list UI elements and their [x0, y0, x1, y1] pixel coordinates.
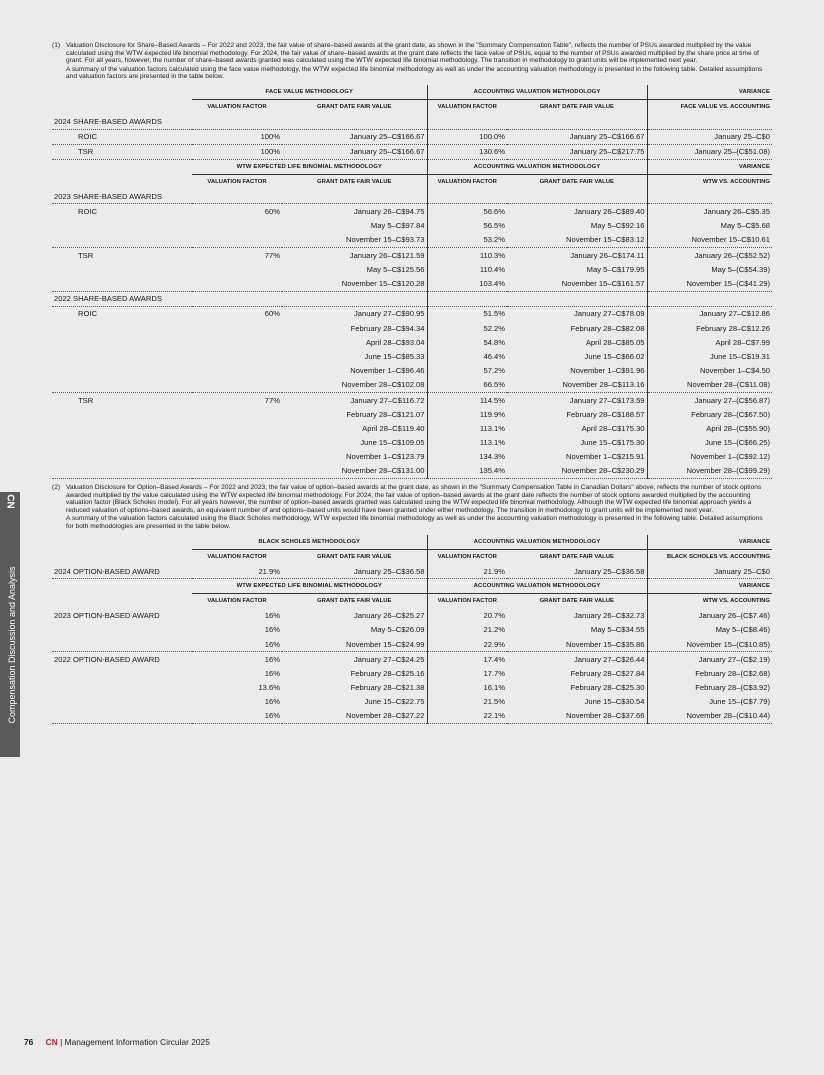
row-label [52, 666, 192, 680]
variance-value: June 15–(C$7.79) [709, 697, 771, 707]
grant-date-value: November 1–C$96.46 [282, 364, 427, 378]
variance-value: November 28–(C$99.29) [647, 464, 772, 479]
variance-value: May 5–C$5.68 [720, 221, 771, 231]
valuation-factor: 77% [264, 395, 280, 405]
group-header-3: VARIANCE [647, 579, 772, 594]
accounting-grant-value: May 5–C$92.16 [507, 219, 647, 233]
row-label: ROIC [52, 129, 192, 144]
row-label [52, 695, 192, 709]
valuation-factor [192, 450, 282, 464]
row-label: TSR [78, 250, 94, 260]
variance-value: January 25–C$0 [647, 129, 772, 144]
header-spacer [52, 175, 192, 190]
valuation-factor [192, 219, 282, 233]
grant-date-value: January 26–C$121.59 [282, 248, 427, 263]
note-1-paragraph-2: A summary of the valuation factors calculated using the face value methodology, the WTW expected life binomial methodology as well as under the accounting valuation methodology is presented in the following table. Detailed assumptions and valuation factors are presented in the table below. [66, 65, 763, 81]
grant-date-value: February 28–C$25.16 [282, 666, 427, 680]
table-row [52, 450, 772, 464]
sub-header-variance: WTW VS. ACCOUNTING [702, 598, 771, 605]
sub-header-valuation-factor: VALUATION FACTOR [207, 553, 267, 560]
accounting-grant-value: November 15–C$161.57 [507, 276, 647, 291]
table-row [52, 262, 772, 276]
valuation-factor: 60% [264, 207, 280, 217]
grant-date-value: January 25–C$166.67 [282, 144, 427, 159]
accounting-factor: 21.2% [483, 625, 506, 635]
footer-title: Management Information Circular 2025 [64, 1037, 210, 1047]
variance-value: January 27–(C$56.87) [694, 395, 771, 405]
group-header-3: VARIANCE [647, 159, 772, 174]
variance-value: May 5–(C$54.39) [711, 264, 771, 274]
note-1 [52, 42, 772, 82]
accounting-grant-value: November 15–C$35.86 [507, 637, 647, 652]
variance-value: February 28–C$12.26 [696, 323, 771, 333]
row-label [52, 335, 192, 349]
section-row [52, 189, 772, 204]
header-spacer [52, 159, 192, 174]
valuation-factor [192, 464, 282, 479]
group-header-1: WTW EXPECTED LIFE BINOMIAL METHODOLOGY [192, 159, 427, 174]
table-row [52, 129, 772, 144]
header-spacer [52, 594, 192, 609]
sub-header-valuation-factor: VALUATION FACTOR [207, 104, 267, 111]
group-header-2: ACCOUNTING VALUATION METHODOLOGY [427, 535, 647, 550]
accounting-grant-value: January 25–C$36.58 [507, 564, 647, 579]
grant-date-value: June 15–C$85.33 [282, 349, 427, 363]
table-row [52, 219, 772, 233]
section-cell [192, 291, 282, 306]
row-label [52, 450, 192, 464]
accounting-factor: 17.4% [483, 654, 506, 664]
section-cell [282, 114, 427, 129]
accounting-grant-value: January 25–C$166.67 [507, 129, 647, 144]
grant-date-value: November 15–C$93.73 [282, 233, 427, 248]
table-row [52, 666, 772, 680]
row-label [52, 321, 192, 335]
sub-header-row [52, 549, 772, 564]
valuation-factor: 16% [264, 625, 280, 635]
grant-date-value: January 26–C$94.75 [282, 204, 427, 219]
accounting-factor: 66.5% [427, 378, 507, 393]
group-header-1: WTW EXPECTED LIFE BINOMIAL METHODOLOGY [192, 579, 427, 594]
accounting-grant-value: February 28–C$188.57 [507, 407, 647, 421]
accounting-grant-value: January 26–C$89.40 [507, 204, 647, 219]
variance-value: January 26–C$5.35 [703, 207, 771, 217]
section-cell [192, 189, 282, 204]
sub-header-row [52, 100, 772, 115]
valuation-factor: 16% [264, 697, 280, 707]
variance-value: November 15–(C$41.29) [647, 276, 772, 291]
table-row [52, 378, 772, 393]
sub-header-accounting-factor: VALUATION FACTOR [437, 553, 497, 560]
grant-date-value: November 15–C$120.28 [282, 276, 427, 291]
grant-date-value: April 28–C$93.04 [282, 335, 427, 349]
variance-value: November 28–(C$11.08) [647, 378, 772, 393]
accounting-factor: 54.8% [483, 337, 506, 347]
section-cell [427, 114, 507, 129]
table-row [52, 392, 772, 407]
accounting-factor: 16.1% [483, 683, 506, 693]
accounting-factor: 17.7% [483, 668, 506, 678]
accounting-grant-value: April 28–C$85.05 [507, 335, 647, 349]
section-cell [192, 114, 282, 129]
note-2 [52, 484, 772, 532]
grant-date-value: June 15–C$109.05 [282, 435, 427, 449]
table-row [52, 637, 772, 652]
sub-header-variance: FACE VALUE VS. ACCOUNTING [680, 103, 771, 110]
section-cell [647, 114, 772, 129]
accounting-factor: 110.3% [479, 250, 506, 260]
table-row [52, 564, 772, 579]
table-row [52, 464, 772, 479]
valuation-factor: 100% [192, 129, 282, 144]
variance-value: February 28–(C$2.68) [695, 668, 771, 678]
group-header-1: FACE VALUE METHODOLOGY [192, 85, 427, 100]
sub-header-accounting-grant: GRANT DATE FAIR VALUE [507, 549, 647, 564]
table-row [52, 144, 772, 159]
sub-header-grant-date: GRANT DATE FAIR VALUE [282, 100, 427, 115]
variance-value: January 27–(C$2.19) [698, 654, 771, 664]
accounting-factor: 119.9% [479, 409, 506, 419]
sub-header-accounting-grant: GRANT DATE FAIR VALUE [507, 175, 647, 190]
variance-value: January 26–(C$52.52) [694, 250, 771, 260]
table-row [52, 695, 772, 709]
table-row [52, 709, 772, 724]
row-label: TSR [78, 395, 94, 405]
grant-date-value: June 15–C$22.75 [282, 695, 427, 709]
sub-header-row [52, 175, 772, 190]
section-title: 2023 SHARE-BASED AWARDS [52, 189, 192, 204]
grant-date-value: January 27–C$116.72 [282, 392, 427, 407]
group-header-1: BLACK SCHOLES METHODOLOGY [192, 535, 427, 550]
table-row [52, 306, 772, 321]
table-row [52, 609, 772, 623]
grant-date-value: February 28–C$94.34 [282, 321, 427, 335]
sub-header-row [52, 594, 772, 609]
variance-value: April 28–(C$55.90) [706, 423, 771, 433]
table-row [52, 233, 772, 248]
grant-date-value: February 28–C$21.38 [282, 680, 427, 694]
accounting-factor: 57.2% [483, 366, 506, 376]
valuation-factor: 77% [264, 250, 280, 260]
valuation-factor [192, 407, 282, 421]
group-header-row [52, 579, 772, 594]
row-label: 2023 OPTION-BASED AWARD [54, 611, 160, 621]
section-title: 2022 SHARE-BASED AWARDS [52, 291, 192, 306]
accounting-grant-value: November 1–C$91.96 [507, 364, 647, 378]
row-label [52, 407, 192, 421]
note-2-paragraph-2: A summary of the valuation factors calculated using the Black Scholes methodology, WTW expected life binomial methodology as well as under the accounting valuation methodology is presented in the following table. Detailed assumptions for both methodologies are presented in the table below. [66, 515, 763, 530]
accounting-factor: 56.5% [483, 221, 506, 231]
section-cell [507, 291, 647, 306]
footer-separator: | [60, 1037, 63, 1047]
variance-value: June 15–C$19.31 [710, 351, 771, 361]
group-header-row [52, 535, 772, 550]
section-cell [282, 291, 427, 306]
valuation-factor: 13.6% [258, 683, 280, 693]
valuation-factor: 16% [264, 668, 280, 678]
section-title: 2024 SHARE-BASED AWARDS [52, 114, 192, 129]
accounting-factor: 46.4% [483, 351, 506, 361]
variance-value: January 27–C$12.86 [699, 309, 771, 319]
table-row [52, 652, 772, 667]
accounting-grant-value: January 26–C$32.73 [507, 609, 647, 623]
accounting-grant-value: February 28–C$27.84 [507, 666, 647, 680]
table-row [52, 248, 772, 263]
sub-header-grant-date: GRANT DATE FAIR VALUE [282, 594, 427, 609]
accounting-factor: 22.1% [427, 709, 507, 724]
row-label [52, 378, 192, 393]
grant-date-value: May 5–C$125.56 [282, 262, 427, 276]
valuation-factor: 16% [192, 637, 282, 652]
accounting-grant-value: January 26–C$174.11 [507, 248, 647, 263]
row-label: 2024 OPTION-BASED AWARD [52, 564, 192, 579]
grant-date-value: January 25–C$36.58 [282, 564, 427, 579]
valuation-factor: 16% [264, 611, 280, 621]
grant-date-value: May 5–C$26.09 [282, 623, 427, 637]
variance-value: November 15–(C$10.85) [647, 637, 772, 652]
group-header-2: ACCOUNTING VALUATION METHODOLOGY [427, 159, 647, 174]
valuation-factor: 100% [192, 144, 282, 159]
grant-date-value: May 5–C$97.84 [282, 219, 427, 233]
page-number: 76 [24, 1037, 34, 1047]
sub-header-valuation-factor: VALUATION FACTOR [207, 598, 267, 605]
sub-header-accounting-factor: VALUATION FACTOR [437, 104, 497, 111]
valuation-factor [192, 262, 282, 276]
accounting-grant-value: May 5–C$179.95 [507, 262, 647, 276]
group-header-2: ACCOUNTING VALUATION METHODOLOGY [427, 579, 647, 594]
page-footer [24, 1037, 210, 1047]
valuation-factor [192, 421, 282, 435]
table-row [52, 276, 772, 291]
variance-value: November 28–(C$10.44) [647, 709, 772, 724]
grant-date-value: February 28–C$121.07 [282, 407, 427, 421]
header-spacer [52, 535, 192, 550]
row-label [52, 435, 192, 449]
sub-header-variance: BLACK SCHOLES VS. ACCOUNTING [666, 553, 771, 560]
row-label [52, 709, 192, 724]
accounting-factor: 53.2% [427, 233, 507, 248]
accounting-grant-value: November 28–C$230.29 [507, 464, 647, 479]
table-row [52, 623, 772, 637]
row-label [52, 464, 192, 479]
section-cell [507, 189, 647, 204]
table-row [52, 680, 772, 694]
table-row [52, 349, 772, 363]
group-header-3: VARIANCE [647, 535, 772, 550]
share-awards-table [52, 85, 772, 479]
note-2-paragraph-1: Valuation Disclosure for Option–Based Awards – For 2022 and 2023, the fair value of option–based awards at the grant date, as shown in the "Summary Compensation Table in Canadian Dollars" above, reflects the number of stock options awarded multiplied by the value calculated using the WTW expected life binomial methodology. For 2024, the fair value of option–based awards at the grant date reflects the number of stock options awarded multiplied by the accounting valuation factor (Black Scholes model). For all years however, the number of option–based awards granted was calculated using the WTW expected life binomial methodology. Although the WTW expected life binomial approach yields a reduced valuation of options–based awards, an equivalent number of and options–based units would have been granted under either methodology. The transition in methodology to grant units will be implemented next year. [66, 484, 762, 514]
row-label: ROIC [78, 207, 97, 217]
variance-value: November 15–C$10.61 [647, 233, 772, 248]
accounting-factor: 114.5% [479, 395, 506, 405]
variance-value: May 5–(C$8.46) [715, 625, 771, 635]
section-cell [282, 189, 427, 204]
row-label [52, 262, 192, 276]
accounting-factor: 100.0% [427, 129, 507, 144]
sub-header-grant-date: GRANT DATE FAIR VALUE [282, 549, 427, 564]
valuation-factor [192, 435, 282, 449]
table-row [52, 435, 772, 449]
accounting-grant-value: November 1–C$215.91 [507, 450, 647, 464]
variance-value: January 26–(C$7.46) [698, 611, 771, 621]
valuation-factor [192, 364, 282, 378]
variance-value: January 25–(C$51.08) [647, 144, 772, 159]
table-row [52, 364, 772, 378]
accounting-factor: 110.4% [479, 264, 506, 274]
table-row [52, 421, 772, 435]
section-label: Compensation Discussion and Analysis [7, 566, 17, 724]
valuation-factor [192, 233, 282, 248]
grant-date-value: January 26–C$25.27 [282, 609, 427, 623]
valuation-factor [192, 276, 282, 291]
accounting-grant-value: June 15–C$175.30 [507, 435, 647, 449]
valuation-factor [192, 378, 282, 393]
valuation-factor: 60% [264, 309, 280, 319]
accounting-grant-value: January 27–C$78.09 [507, 306, 647, 321]
note-1-number: (1) [52, 42, 61, 49]
row-label [52, 219, 192, 233]
sub-header-accounting-factor: VALUATION FACTOR [437, 179, 497, 186]
accounting-grant-value: January 25–C$217.75 [507, 144, 647, 159]
accounting-grant-value: June 15–C$66.02 [507, 349, 647, 363]
row-label [52, 349, 192, 363]
table-row [52, 204, 772, 219]
variance-value: February 28–(C$67.50) [691, 409, 771, 419]
option-awards-table [52, 535, 772, 724]
grant-date-value: November 15–C$24.99 [282, 637, 427, 652]
valuation-factor: 16% [264, 654, 280, 664]
accounting-grant-value: January 27–C$26.44 [507, 652, 647, 667]
valuation-factor: 16% [192, 709, 282, 724]
valuation-factor: 21.9% [192, 564, 282, 579]
accounting-factor: 103.4% [427, 276, 507, 291]
grant-date-value: November 28–C$27.22 [282, 709, 427, 724]
row-label [52, 364, 192, 378]
accounting-factor: 113.1% [479, 438, 506, 448]
variance-value: January 25–C$0 [647, 564, 772, 579]
variance-value: November 1–(C$92.12) [690, 452, 771, 462]
accounting-factor: 135.4% [427, 464, 507, 479]
row-label [52, 421, 192, 435]
sub-header-grant-date: GRANT DATE FAIR VALUE [282, 175, 427, 190]
accounting-grant-value: June 15–C$30.54 [507, 695, 647, 709]
sub-header-variance: WTW VS. ACCOUNTING [702, 178, 771, 185]
accounting-factor: 51.5% [483, 309, 506, 319]
section-cell [647, 189, 772, 204]
group-header-3: VARIANCE [647, 85, 772, 100]
row-label: ROIC [78, 309, 97, 319]
section-cell [507, 114, 647, 129]
variance-value: April 28–C$7.99 [715, 337, 771, 347]
accounting-factor: 130.6% [427, 144, 507, 159]
accounting-grant-value: April 28–C$175.30 [507, 421, 647, 435]
variance-value: November 1–C$4.50 [699, 366, 771, 376]
accounting-grant-value: November 15–C$83.12 [507, 233, 647, 248]
accounting-factor: 134.3% [479, 452, 506, 462]
footer-brand: CN [45, 1037, 58, 1047]
accounting-grant-value: February 28–C$82.08 [507, 321, 647, 335]
accounting-grant-value: November 28–C$37.66 [507, 709, 647, 724]
row-label [52, 637, 192, 652]
row-label [52, 623, 192, 637]
grant-date-value: November 1–C$123.79 [282, 450, 427, 464]
section-cell [427, 189, 507, 204]
sub-header-accounting-grant: GRANT DATE FAIR VALUE [507, 594, 647, 609]
valuation-factor [192, 321, 282, 335]
accounting-factor: 22.9% [427, 637, 507, 652]
accounting-factor: 20.7% [483, 611, 506, 621]
accounting-factor: 56.6% [483, 207, 506, 217]
valuation-factor [192, 335, 282, 349]
note-1-paragraph-1: Valuation Disclosure for Share–Based Awards – For 2022 and 2023, the fair value of share–based awards at the grant date, as shown in the "Summary Compensation Table", reflects the number of PSUs awarded multiplied by the value calculated using the WTW expected life binomial methodology. For 2024, the fair value of share–based awards at the grant date reflects the face value of PSUs, equal to the number of PSUs awarded multiplied by the share price at time of grant. For all years, however, the number of share–based awards granted was calculated using the WTW expected life binomial methodology. The transition in methodology to grant units will be implemented next year. [66, 42, 759, 65]
accounting-factor: 21.9% [427, 564, 507, 579]
row-label [52, 233, 192, 248]
main-content [52, 42, 772, 724]
section-row [52, 291, 772, 306]
group-header-2: ACCOUNTING VALUATION METHODOLOGY [427, 85, 647, 100]
accounting-factor: 113.1% [479, 423, 506, 433]
row-label: 2022 OPTION-BASED AWARD [54, 654, 160, 664]
variance-value: June 15–(C$66.25) [705, 438, 771, 448]
group-header-row [52, 159, 772, 174]
note-2-number: (2) [52, 484, 61, 492]
grant-date-value: January 25–C$166.67 [282, 129, 427, 144]
table-row [52, 407, 772, 421]
grant-date-value: November 28–C$102.08 [282, 378, 427, 393]
valuation-factor [192, 349, 282, 363]
header-spacer [52, 579, 192, 594]
row-label [52, 276, 192, 291]
grant-date-value: November 28–C$131.00 [282, 464, 427, 479]
header-spacer [52, 549, 192, 564]
grant-date-value: April 28–C$119.40 [282, 421, 427, 435]
sub-header-valuation-factor: VALUATION FACTOR [207, 179, 267, 186]
accounting-grant-value: February 28–C$25.30 [507, 680, 647, 694]
variance-value: February 28–(C$3.92) [695, 683, 771, 693]
accounting-grant-value: May 5–C$34.55 [507, 623, 647, 637]
table-row [52, 335, 772, 349]
accounting-grant-value: January 27–C$173.59 [507, 392, 647, 407]
section-cell [427, 291, 507, 306]
section-cell [647, 291, 772, 306]
header-spacer [52, 85, 192, 100]
grant-date-value: January 27–C$90.95 [282, 306, 427, 321]
accounting-grant-value: November 28–C$113.16 [507, 378, 647, 393]
cn-logo: CN [4, 494, 16, 509]
group-header-row [52, 85, 772, 100]
accounting-factor: 52.2% [483, 323, 506, 333]
table-row [52, 321, 772, 335]
row-label: TSR [52, 144, 192, 159]
grant-date-value: January 27–C$24.25 [282, 652, 427, 667]
sub-header-accounting-factor: VALUATION FACTOR [437, 598, 497, 605]
header-spacer [52, 100, 192, 115]
accounting-factor: 21.5% [483, 697, 506, 707]
row-label [52, 680, 192, 694]
section-row [52, 114, 772, 129]
sub-header-accounting-grant: GRANT DATE FAIR VALUE [507, 100, 647, 115]
